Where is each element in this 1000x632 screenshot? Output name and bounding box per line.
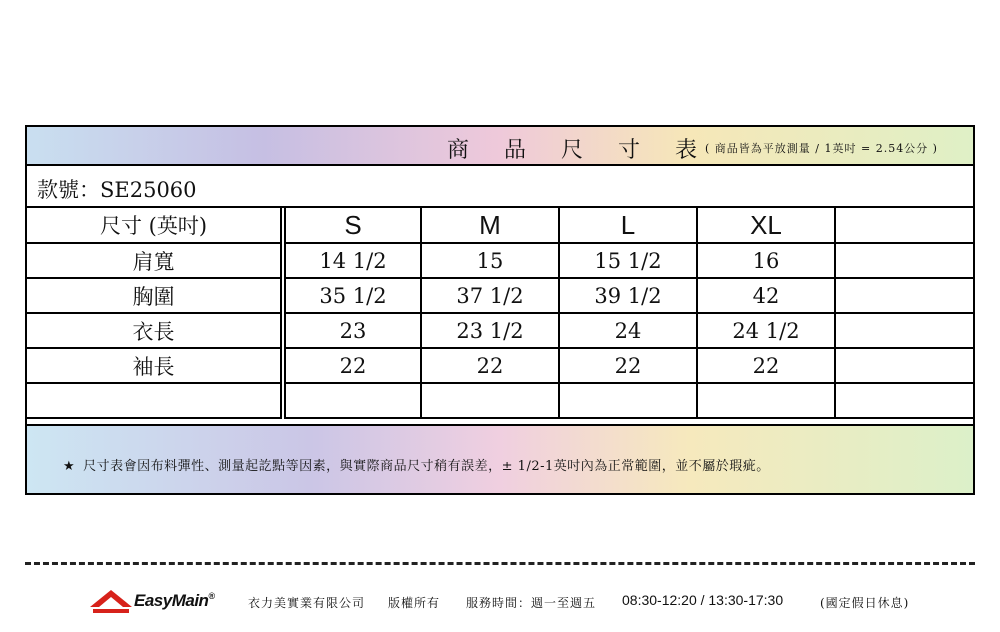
disclaimer xyxy=(63,455,770,474)
title-bar xyxy=(27,127,973,166)
table-cell: 22 xyxy=(283,348,421,383)
measurement-note: ( 商品皆為平放測量 / 1英吋 = 2.54公分 ) xyxy=(705,142,938,155)
row-label: 肩寬 xyxy=(27,243,283,278)
row-label: 衣長 xyxy=(27,313,283,348)
table-cell: 35 1/2 xyxy=(283,278,421,313)
table-cell xyxy=(835,278,973,313)
star-icon: ★ xyxy=(63,459,76,474)
table-cell xyxy=(835,348,973,383)
table-row xyxy=(27,383,973,418)
table-row xyxy=(27,278,973,313)
table-cell xyxy=(697,383,835,418)
table-cell: 24 xyxy=(559,313,697,348)
company-name: 衣力美實業有限公司 xyxy=(248,596,366,610)
table-cell xyxy=(283,383,421,418)
table-cell: 39 1/2 xyxy=(559,278,697,313)
holiday-note: (國定假日休息) xyxy=(820,596,910,610)
copyright-text: 版權所有 xyxy=(388,596,441,610)
table-cell: 15 xyxy=(421,243,559,278)
table-cell: 42 xyxy=(697,278,835,313)
chart-title: 商 品 尺 寸 表 xyxy=(447,138,711,163)
disclaimer-text: 尺寸表會因布料彈性、測量起訖點等因素，與實際商品尺寸稍有誤差，± 1/2-1英吋內為正常範圍，並不屬於瑕疵。 xyxy=(83,459,770,474)
table-cell xyxy=(559,383,697,418)
brand-logo xyxy=(90,588,230,614)
style-number xyxy=(37,174,197,204)
table-cell: 37 1/2 xyxy=(421,278,559,313)
size-table xyxy=(27,208,973,419)
table-cell: 14 1/2 xyxy=(283,243,421,278)
size-chart xyxy=(25,125,975,495)
size-header-empty xyxy=(835,208,973,243)
table-cell xyxy=(421,383,559,418)
table-row xyxy=(27,348,973,383)
brand-name xyxy=(134,591,215,611)
size-header-s: S xyxy=(283,208,421,243)
table-cell: 22 xyxy=(697,348,835,383)
table-cell: 22 xyxy=(421,348,559,383)
row-label: 袖長 xyxy=(27,348,283,383)
size-header-xl: XL xyxy=(697,208,835,243)
table-cell: 24 1/2 xyxy=(697,313,835,348)
table-cell xyxy=(835,383,973,418)
size-header-m: M xyxy=(421,208,559,243)
mountain-logo-icon xyxy=(90,588,132,614)
table-row xyxy=(27,313,973,348)
table-row xyxy=(27,243,973,278)
table-cell: 15 1/2 xyxy=(559,243,697,278)
table-cell: 16 xyxy=(697,243,835,278)
style-number-code: SE25060 xyxy=(100,178,197,202)
service-hours: 08:30-12:20 / 13:30-17:30 xyxy=(622,592,784,608)
table-cell: 22 xyxy=(559,348,697,383)
brand-name-text: EasyMain xyxy=(134,591,209,610)
service-hours-label: 服務時間：週一至週五 xyxy=(466,596,597,610)
table-cell: 23 xyxy=(283,313,421,348)
table-cell: 23 1/2 xyxy=(421,313,559,348)
footer xyxy=(90,588,990,614)
divider xyxy=(25,562,975,565)
style-number-label: 款號： xyxy=(37,178,100,202)
row-label: 胸圍 xyxy=(27,278,283,313)
style-number-row xyxy=(27,166,973,208)
row-label xyxy=(27,383,283,418)
size-unit-header: 尺寸 (英吋) xyxy=(27,208,283,243)
table-cell xyxy=(835,313,973,348)
table-cell xyxy=(835,243,973,278)
registered-mark: ® xyxy=(208,591,215,601)
disclaimer-bar xyxy=(27,424,973,493)
size-header-l: L xyxy=(559,208,697,243)
table-header-row xyxy=(27,208,973,243)
